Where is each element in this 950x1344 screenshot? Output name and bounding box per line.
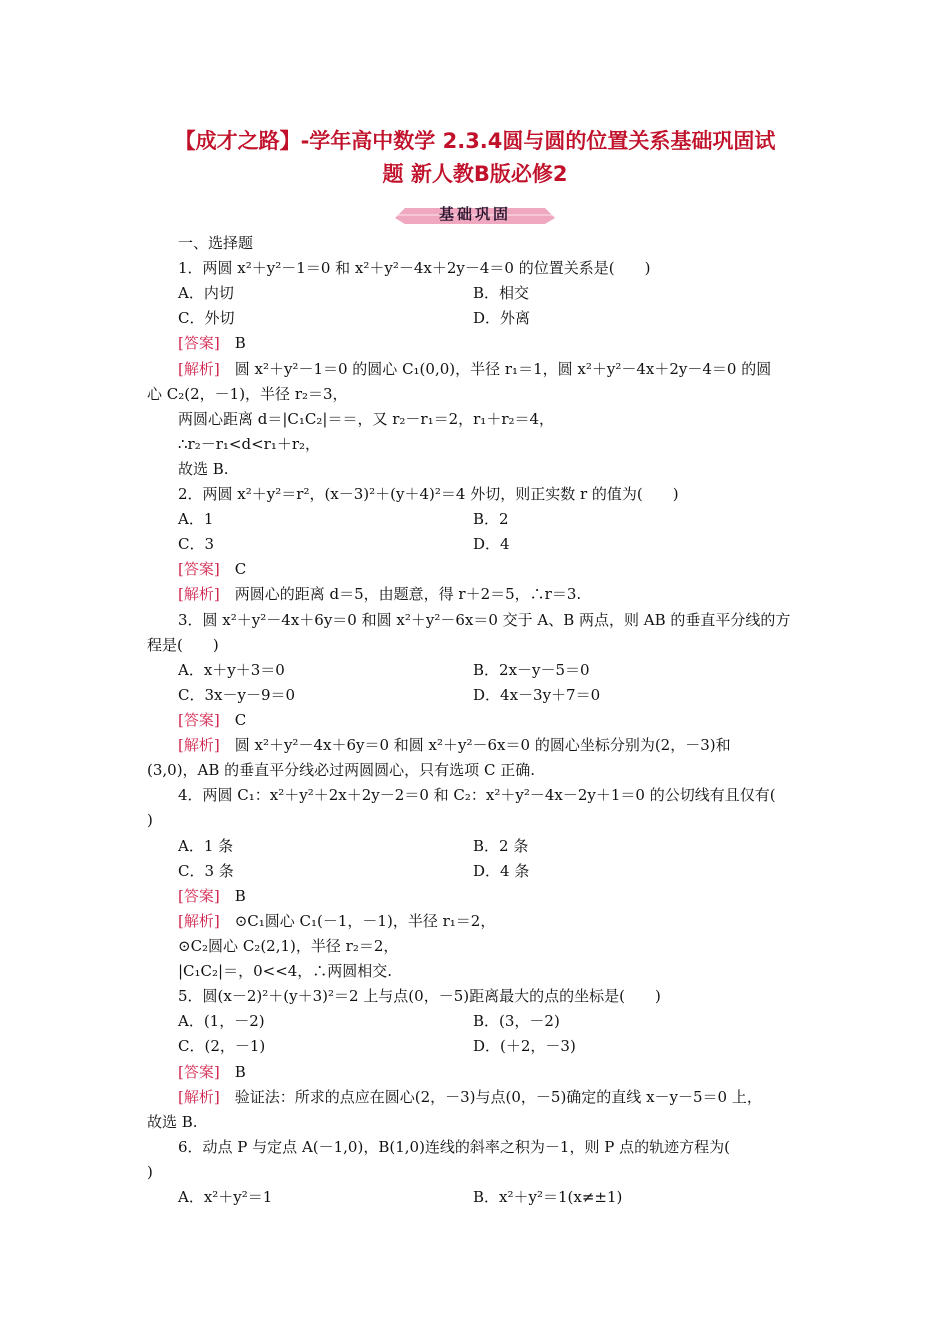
line-text: ) [147,1163,153,1181]
text-line [178,710,246,730]
line-text: 6．动点 P 与定点 A(－1,0)，B(1,0)连线的斜率之积为－1，则 P 点的轨迹方程为( [178,1138,730,1156]
text-line [473,534,510,554]
line-text: D．4x－3y＋7＝0 [473,686,601,704]
text-line [178,233,253,253]
line-text: 2．两圆 x²＋y²＝r²，(x－3)²＋(y＋4)²＝4 外切，则正实数 r 的值为( ) [178,485,679,503]
line-text: C．3 [178,535,215,553]
line-text: B [219,887,246,905]
document-title-line-1: 【成才之路】-学年高中数学 2.3.4圆与圆的位置关系基础巩固试 [174,129,776,153]
line-text: C [219,711,247,729]
text-line [178,735,731,755]
text-line [178,1036,265,1056]
line-text: B．2 [473,510,509,528]
analysis-tag: [解析] [178,585,220,603]
line-text: 故选 B. [147,1113,198,1131]
text-line [178,1137,730,1157]
text-line [178,610,790,630]
line-text: 验证法：所求的点应在圆心(2，－3)与点(0，－5)确定的直线 x－y－5＝0 上， [219,1088,762,1106]
text-line [473,836,528,856]
line-text: D．4 条 [473,862,530,880]
text-line [178,660,285,680]
line-text: C．(2，－1) [178,1037,266,1055]
line-text: B [219,1063,246,1081]
line-text: 故选 B. [178,460,229,478]
line-text: A．(1，－2) [178,1012,265,1030]
text-line [178,308,234,328]
answer-tag: [答案] [178,560,220,578]
line-text: ) [147,811,153,829]
text-line [178,409,554,429]
text-line [147,635,219,655]
line-text: B．x²＋y²＝1(x≠±1) [473,1188,623,1206]
line-text: 4．两圆 C₁：x²＋y²＋2x＋2y－2＝0 和 C₂：x²＋y²－4x－2y＋1＝0 的公切线有且仅有( [178,786,776,804]
text-line [473,1187,622,1207]
section-banner [395,204,555,226]
text-line [178,936,398,956]
document-title-line-2: 题 新人教B版必修2 [382,162,568,186]
text-line [178,509,213,529]
line-text: 两圆心的距离 d＝5，由题意，得 r＋2＝5，∴r＝3. [219,585,582,603]
text-line [147,384,348,404]
banner-label: 基础巩固 [438,205,511,223]
answer-tag: [答案] [178,887,220,905]
text-line [178,559,246,579]
text-line [178,1187,272,1207]
text-line [147,1112,198,1132]
text-line [178,986,661,1006]
line-text: C [219,560,247,578]
line-text: B [219,334,246,352]
line-text: A．x＋y＋3＝0 [178,661,285,679]
text-line [178,584,581,604]
text-line [178,861,234,881]
line-text: C．外切 [178,309,235,327]
analysis-tag: [解析] [178,736,220,754]
line-text: D．(＋2，－3) [473,1037,576,1055]
analysis-tag: [解析] [178,1088,220,1106]
text-line [473,861,529,881]
line-text: (3,0)，AB 的垂直平分线必过两圆圆心，只有选项 C 正确. [147,761,535,779]
text-line [147,810,153,830]
text-line [178,785,776,805]
answer-tag: [答案] [178,334,220,352]
text-line [178,886,246,906]
line-text: A．1 [178,510,214,528]
line-text: C．3x－y－9＝0 [178,686,296,704]
line-text: B．相交 [473,284,530,302]
text-line [178,283,234,303]
text-line [473,509,509,529]
text-line [178,1011,265,1031]
line-text: 3．圆 x²＋y²－4x＋6y＝0 和圆 x²＋y²－6x＝0 交于 A、B 两点，则 AB 的垂直平分线的方 [178,611,791,629]
text-line [178,911,495,931]
line-text: B．2 条 [473,837,529,855]
text-line [147,760,535,780]
line-text: ⊙C₁圆心 C₁(－1，－1)，半径 r₁＝2， [219,912,496,930]
line-text: 一、选择题 [178,234,254,252]
analysis-tag: [解析] [178,360,220,378]
line-text: B．(3，－2) [473,1012,560,1030]
line-text: 圆 x²＋y²－1＝0 的圆心 C₁(0,0)，半径 r₁＝1，圆 x²＋y²－4x＋2y－4＝0 的圆 [219,360,772,378]
answer-tag: [答案] [178,1063,220,1081]
line-text: D．外离 [473,309,531,327]
answer-tag: [答案] [178,711,220,729]
text-line [178,359,771,379]
text-line [178,1087,762,1107]
text-line [178,484,679,504]
line-text: A．内切 [178,284,234,302]
text-line [178,836,233,856]
line-text: C．3 条 [178,862,234,880]
line-text: D．4 [473,535,510,553]
line-text: 程是( ) [147,636,219,654]
text-line [178,434,320,454]
text-line [473,308,530,328]
text-line [178,534,214,554]
line-text: ∴r₂－r₁<d<r₁＋r₂， [178,435,321,453]
text-line [473,660,590,680]
line-text: 两圆心距离 d＝|C₁C₂|＝＝，又 r₂－r₁＝2，r₁＋r₂＝4， [178,410,555,428]
text-line [178,1062,246,1082]
line-text: 圆 x²＋y²－4x＋6y＝0 和圆 x²＋y²－6x＝0 的圆心坐标分别为(2，－3)和 [219,736,731,754]
line-text: B．2x－y－5＝0 [473,661,590,679]
text-line [473,685,600,705]
text-line [473,1036,576,1056]
line-text: |C₁C₂|＝，0<<4，∴两圆相交. [178,962,393,980]
text-line [178,685,295,705]
text-line [178,333,246,353]
analysis-tag: [解析] [178,912,220,930]
text-line [178,459,229,479]
line-text: 5．圆(x－2)²＋(y＋3)²＝2 上与点(0，－5)距离最大的点的坐标是( ) [178,987,661,1005]
text-line [147,1162,153,1182]
line-text: 1．两圆 x²＋y²－1＝0 和 x²＋y²－4x＋2y－4＝0 的位置关系是( ) [178,259,651,277]
text-line [178,961,392,981]
line-text: ⊙C₂圆心 C₂(2,1)，半径 r₂＝2， [178,937,399,955]
text-line [178,258,650,278]
text-line [473,283,529,303]
line-text: A．1 条 [178,837,234,855]
text-line [473,1011,560,1031]
line-text: 心 C₂(2，－1)，半径 r₂＝3， [147,385,348,403]
line-text: A．x²＋y²＝1 [178,1188,273,1206]
